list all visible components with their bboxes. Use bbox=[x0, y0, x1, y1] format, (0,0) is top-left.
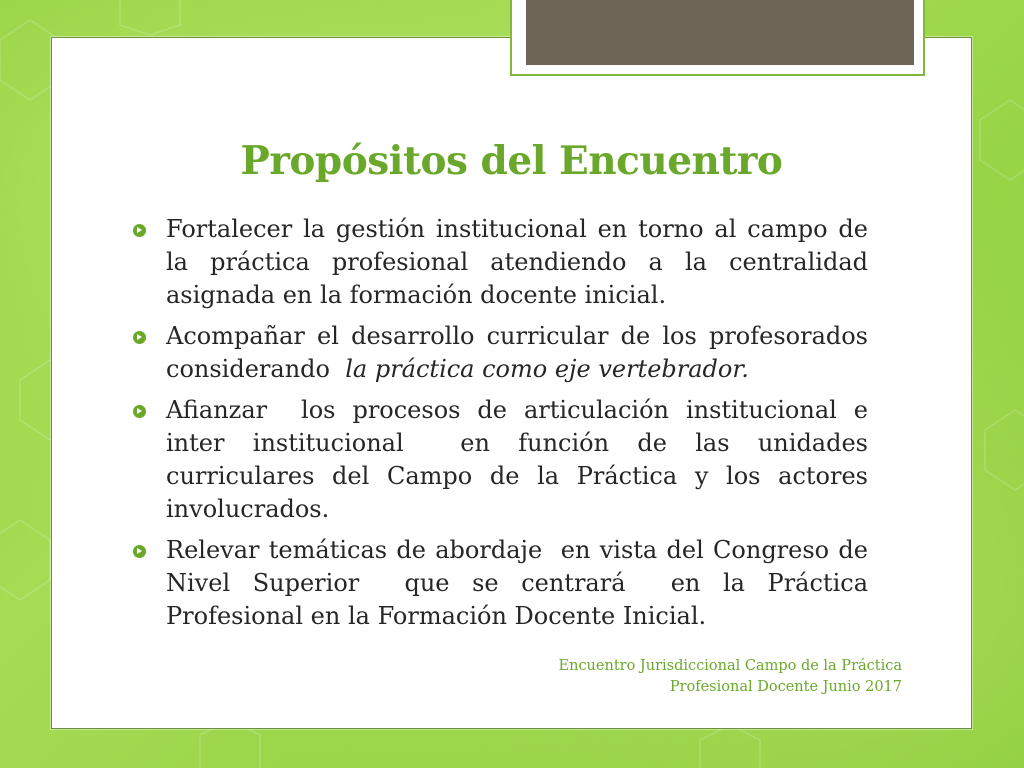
arrow-circle-bullet-icon bbox=[133, 331, 146, 344]
bullet-item bbox=[133, 320, 876, 386]
footer-line-1: Encuentro Jurisdiccional Campo de la Práctica bbox=[558, 658, 902, 674]
arrow-circle-bullet-icon bbox=[133, 545, 146, 558]
footer-line-2: Profesional Docente Junio 2017 bbox=[669, 679, 902, 695]
bullet-text: Acompañar el desarrollo curricular de los profesorados considerando bbox=[166, 322, 876, 383]
arrow-circle-bullet-icon bbox=[133, 224, 146, 237]
slide-footer bbox=[559, 656, 902, 698]
decorative-header-block bbox=[526, 0, 914, 65]
bullet-text: Fortalecer la gestión institucional en torno al campo de la práctica profesional atendiendo a la centralidad asignada en la formación docente inicial. bbox=[166, 215, 868, 309]
bullet-item bbox=[133, 534, 884, 633]
bullet-text: Afianzar los procesos de articulación institucional e inter institucional en función de las unidades curriculares del Campo de la Práctica y los actores involucrados. bbox=[166, 396, 876, 523]
bullet-item bbox=[133, 213, 868, 312]
bullet-text-italic: la práctica como eje vertebrador. bbox=[345, 355, 749, 383]
arrow-circle-bullet-icon bbox=[133, 405, 146, 418]
slide-title: Propósitos del Encuentro bbox=[240, 138, 783, 184]
bullet-item bbox=[133, 394, 876, 526]
bullet-text: Relevar temáticas de abordaje en vista del Congreso de Nivel Superior que se centrará en la Práctica Profesional en la Formación Docente Inicial. bbox=[166, 536, 884, 630]
bullet-list bbox=[133, 213, 884, 641]
